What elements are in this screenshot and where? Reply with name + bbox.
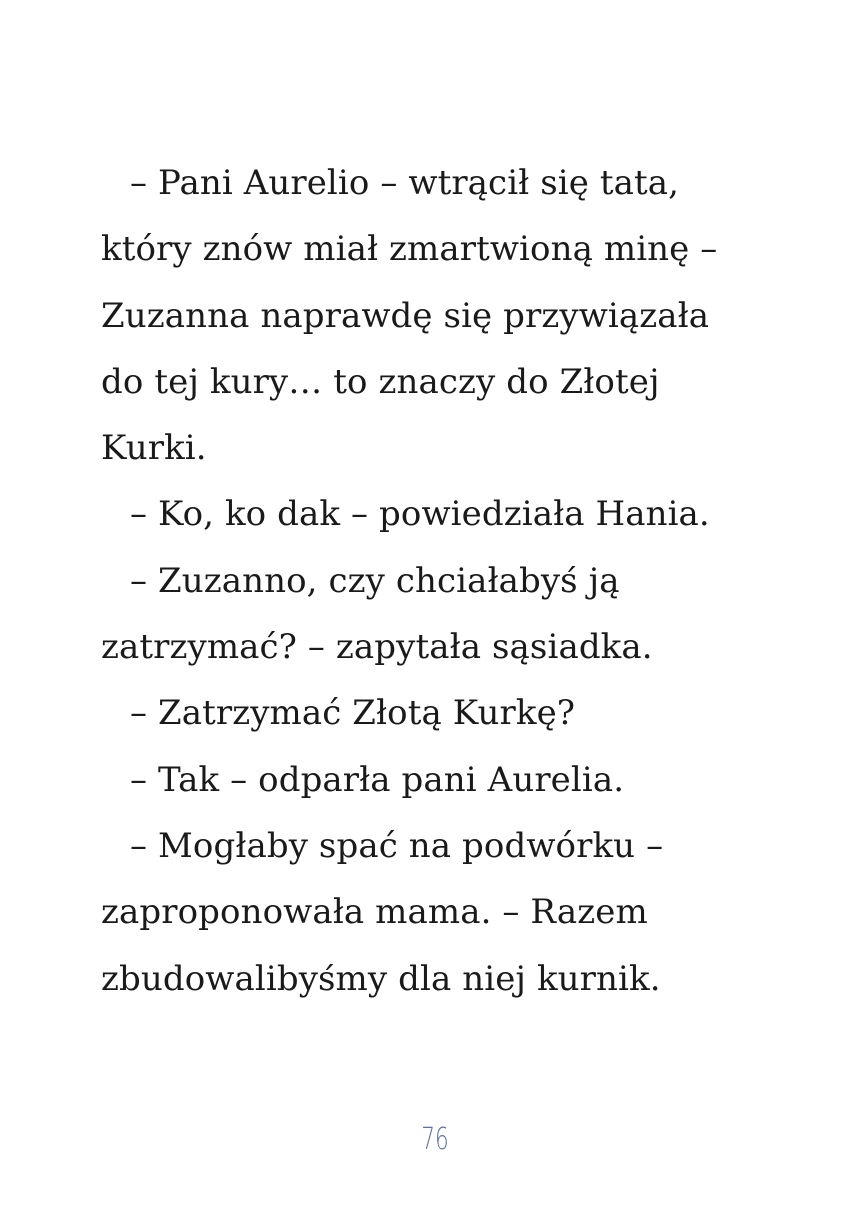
text-line: do tej kury… to znaczy do Złotej bbox=[101, 361, 660, 402]
text-line: zaproponowała mama. – Razem bbox=[101, 892, 648, 933]
text-line: zatrzymać? – zapytała sąsiadka. bbox=[101, 627, 653, 668]
text-line: który znów miał zmartwioną minę – bbox=[101, 229, 718, 270]
text-line: zbudowalibyśmy dla niej kurnik. bbox=[101, 958, 661, 999]
text-line: Zuzanna naprawdę się przywiązała bbox=[101, 295, 710, 336]
text-line: – Tak – odparła pani Aurelia. bbox=[130, 759, 625, 800]
text-line: – Zuzanno, czy chciałabyś ją bbox=[130, 560, 620, 601]
page-number: 76 bbox=[421, 1122, 449, 1157]
text-line: Kurki. bbox=[101, 428, 207, 469]
text-line: – Mogłaby spać na podwórku – bbox=[130, 825, 664, 866]
text-line: – Ko, ko dak – powiedziała Hania. bbox=[130, 494, 710, 535]
body-text bbox=[101, 150, 801, 1012]
text-line: – Pani Aurelio – wtrącił się tata, bbox=[130, 163, 680, 203]
text-line: – Zatrzymać Złotą Kurkę? bbox=[130, 693, 576, 734]
